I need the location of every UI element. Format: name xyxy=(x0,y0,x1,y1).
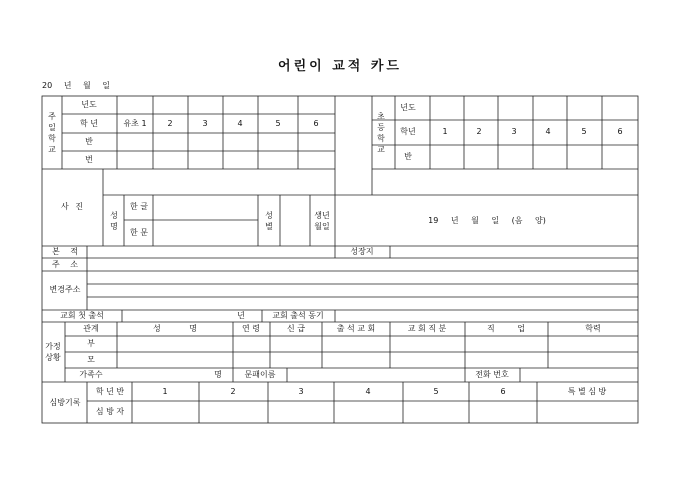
preschool-grade-3: 3 xyxy=(202,119,208,128)
first-attendance-label: 교회 첫 출석 xyxy=(60,311,104,320)
year-unit-label: 년 xyxy=(237,311,245,320)
visit-grade-3: 3 xyxy=(298,387,304,396)
family-count-unit: 명 xyxy=(214,370,222,379)
family-header-faith: 신 급 xyxy=(287,324,305,333)
address-label: 주 소 xyxy=(52,260,78,269)
preschool-row-number: 번 xyxy=(85,155,93,164)
preschool-row-year: 년도 xyxy=(81,100,97,109)
special-visit-label: 특 별 심 방 xyxy=(567,387,607,396)
visit-grade-label: 학 년 반 xyxy=(95,387,125,396)
visit-grade-1: 1 xyxy=(162,387,168,396)
visit-grade-6: 6 xyxy=(500,387,506,396)
family-row-mother: 모 xyxy=(87,355,95,364)
visit-label: 심방기록 xyxy=(49,398,81,407)
preschool-grade-5: 5 xyxy=(275,119,281,128)
elementary-grade-6: 6 xyxy=(617,127,623,136)
name-korean-label: 한 글 xyxy=(130,202,148,211)
name-label: 성명 xyxy=(110,211,118,231)
preschool-label: 주일학교 xyxy=(48,112,56,154)
family-header-job: 직 업 xyxy=(487,324,525,333)
visitor-label: 심 방 자 xyxy=(95,407,125,416)
growth-place-label: 성장지 xyxy=(350,247,374,256)
family-header-church: 출 석 교 회 xyxy=(336,324,376,333)
birth-label: 생년월일 xyxy=(314,211,330,231)
birth-value: 19 년 월 일 (음 양) xyxy=(428,216,546,225)
visit-grade-5: 5 xyxy=(433,387,439,396)
family-header-relation: 관계 xyxy=(83,324,99,333)
preschool-grade-1: 유초 1 xyxy=(123,119,147,128)
elementary-row-grade: 학년 xyxy=(400,127,416,136)
visit-grade-2: 2 xyxy=(230,387,236,396)
elementary-grade-5: 5 xyxy=(581,127,587,136)
name-hanja-label: 한 문 xyxy=(130,228,148,237)
preschool-grade-2: 2 xyxy=(167,119,173,128)
card-title: 어린이 교적 카드 xyxy=(278,59,402,74)
family-label: 가정상황 xyxy=(45,342,61,362)
elementary-grade-3: 3 xyxy=(511,127,517,136)
elementary-label: 초등학교 xyxy=(377,112,385,154)
elementary-grade-1: 1 xyxy=(442,127,448,136)
preschool-grade-6: 6 xyxy=(313,119,319,128)
elementary-grade-2: 2 xyxy=(476,127,482,136)
origin-label: 본 적 xyxy=(52,247,78,256)
family-header-position: 교 회 직 분 xyxy=(407,324,447,333)
address-change-label: 변경주소 xyxy=(49,285,81,294)
preschool-row-class: 반 xyxy=(85,137,93,146)
photo-label: 사 진 xyxy=(61,202,83,211)
elementary-row-class: 반 xyxy=(404,152,412,161)
phone-label: 전화 번호 xyxy=(475,370,509,379)
family-row-father: 부 xyxy=(87,339,95,348)
family-header-education: 학력 xyxy=(585,324,601,333)
visit-grade-4: 4 xyxy=(365,387,371,396)
attendance-motive-label: 교회 출석 동기 xyxy=(272,311,324,320)
gender-label: 성별 xyxy=(265,211,273,231)
preschool-grade-4: 4 xyxy=(237,119,243,128)
elementary-grade-4: 4 xyxy=(545,127,551,136)
elementary-row-year: 년도 xyxy=(400,103,416,112)
date-line: 20 년 월 일 xyxy=(42,81,110,90)
family-count-label: 가족수 xyxy=(79,370,103,379)
family-header-name: 성 명 xyxy=(153,324,197,333)
preschool-row-grade: 학 년 xyxy=(80,119,98,128)
nameplate-label: 문패이름 xyxy=(244,370,276,379)
family-header-age: 연 령 xyxy=(242,324,260,333)
